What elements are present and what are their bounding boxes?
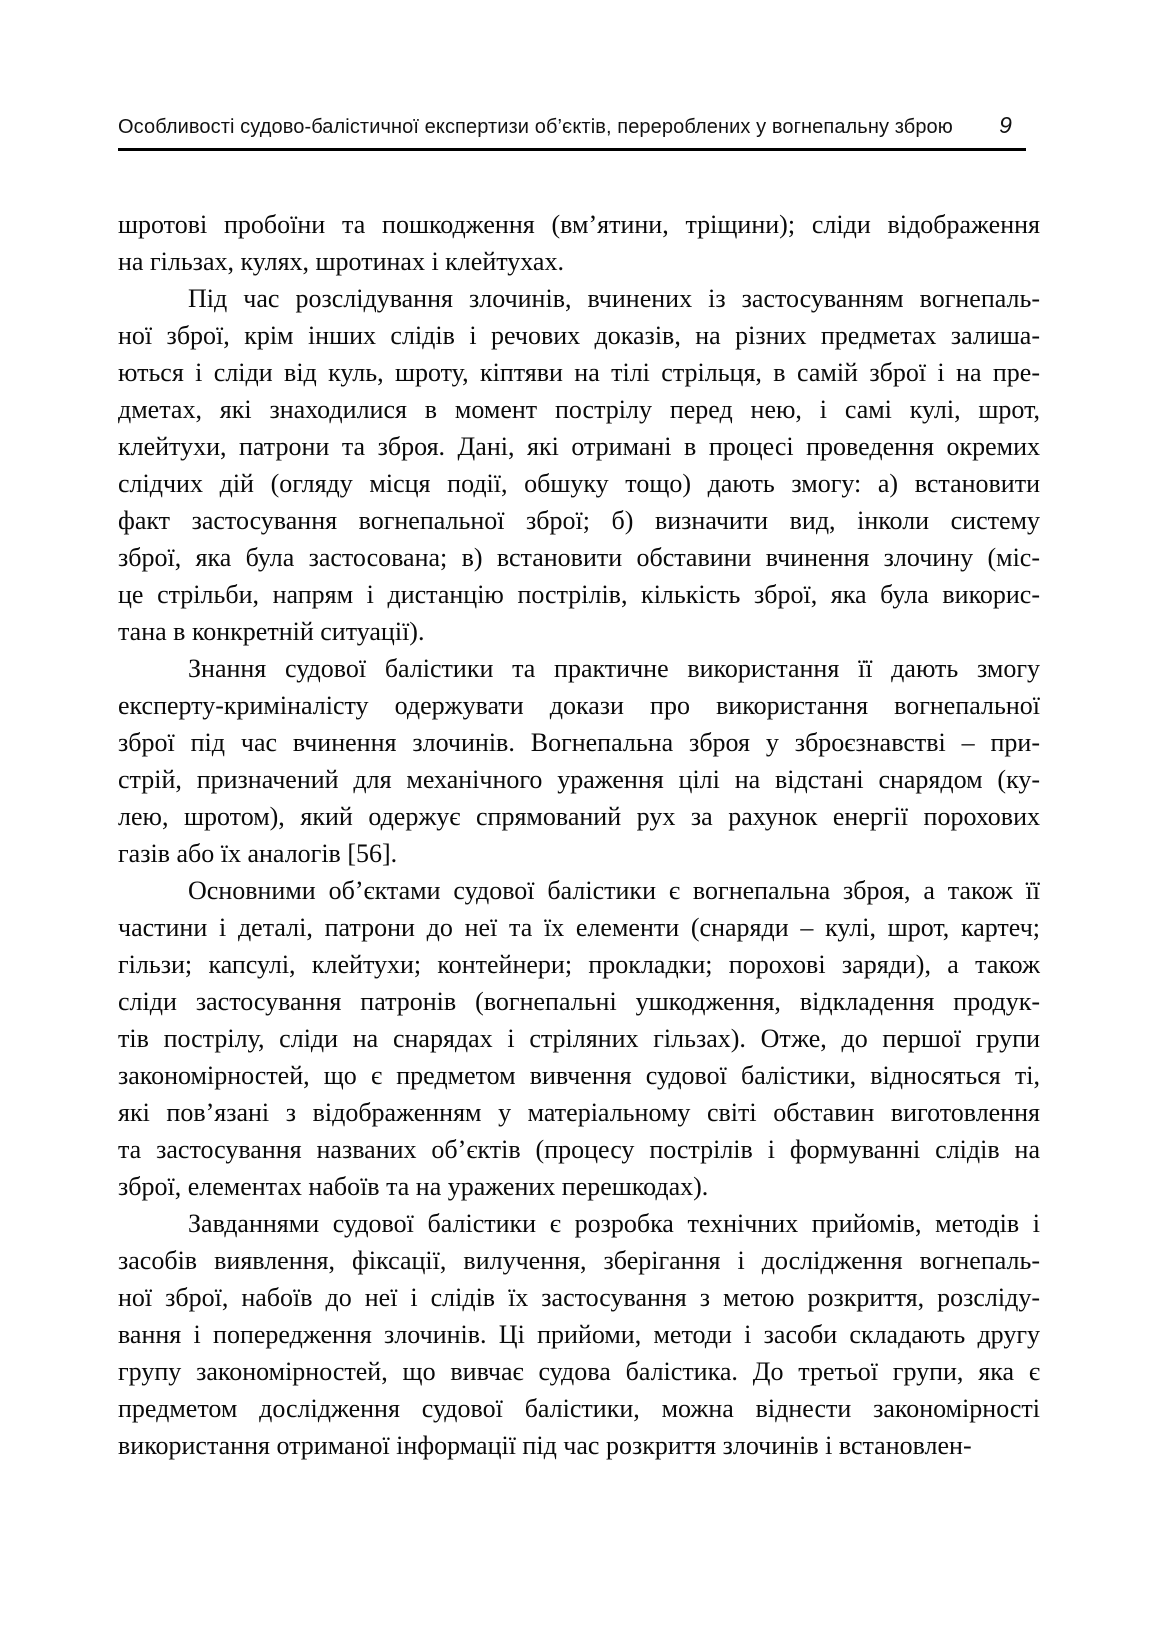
text-line: ної зброї, набоїв до неї і слідів їх застосування з метою розкриття, розсліду-: [118, 1283, 1040, 1312]
text-line: частини і деталі, патрони до неї та їх елементи (снаряди – кулі, шрот, картеч;: [118, 913, 1040, 942]
text-line: засобів виявлення, фіксації, вилучення, зберігання і дослідження вогнепаль-: [118, 1246, 1040, 1275]
text-line: на гільзах, кулях, шротинах і клейтухах.: [118, 247, 564, 276]
text-line: тів пострілу, сліди на снарядах і стріляних гільзах). Отже, до першої групи: [118, 1024, 1040, 1053]
text-line: Основними об’єктами судової балістики є вогнепальна зброя, а також її: [188, 876, 1040, 905]
text-line: лею, шротом), який одержує спрямований рух за рахунок енергії порохових: [118, 802, 1040, 831]
text-line: групу закономірностей, що вивчає судова балістика. До третьої групи, яка є: [118, 1357, 1040, 1386]
text-line: предметом дослідження судової балістики, можна віднести закономірності: [118, 1394, 1040, 1423]
text-line: дметах, які знаходилися в момент пострілу перед нею, і самі кулі, шрот,: [118, 395, 1040, 424]
text-line: стрій, призначений для механічного ураження цілі на відстані снарядом (ку-: [118, 765, 1040, 794]
text-line: тана в конкретній ситуації).: [118, 617, 425, 646]
running-header-title: Особливості судово-балістичної експертизи об’єктів, перероблених у вогнепальну зброю: [118, 116, 953, 138]
text-line: зброї під час вчинення злочинів. Вогнепальна зброя у зброєзнавстві – при-: [118, 728, 1040, 757]
page-number: 9: [999, 112, 1012, 138]
text-line: газів або їх аналогів [56].: [118, 839, 398, 868]
text-line: зброї, яка була застосована; в) встановити обставини вчинення злочину (міс-: [118, 543, 1040, 572]
paragraph: [118, 1205, 1040, 1464]
text-line: сліди застосування патронів (вогнепальні ушкодження, відкладення продук-: [118, 987, 1040, 1016]
text-line: Знання судової балістики та практичне використання її дають змогу: [188, 654, 1040, 683]
page-body: [118, 206, 1040, 1464]
text-line: Завданнями судової балістики є розробка технічних прийомів, методів і: [188, 1209, 1040, 1238]
text-line: шротові пробоїни та пошкодження (вм’ятини, тріщини); сліди відображення: [118, 210, 1040, 239]
text-line: які пов’язані з відображенням у матеріальному світі обставин виготовлення: [118, 1098, 1040, 1127]
text-line: вання і попередження злочинів. Ці прийоми, методи і засоби складають другу: [118, 1320, 1040, 1349]
text-line: це стрільби, напрям і дистанцію пострілів, кількість зброї, яка була викорис-: [118, 580, 1040, 609]
paragraph: [118, 280, 1040, 650]
paragraph: [118, 206, 1040, 280]
text-line: ної зброї, крім інших слідів і речових доказів, на різних предметах залиша-: [118, 321, 1040, 350]
text-line: використання отриманої інформації під час розкриття злочинів і встановлен-: [118, 1431, 972, 1460]
text-line: гільзи; капсулі, клейтухи; контейнери; прокладки; порохові заряди), а також: [118, 950, 1040, 979]
text-line: закономірностей, що є предметом вивчення судової балістики, відносяться ті,: [118, 1061, 1040, 1090]
text-line: експерту-криміналісту одержувати докази про використання вогнепальної: [118, 691, 1040, 720]
text-line: ються і сліди від куль, шроту, кіптяви на тілі стрільця, в самій зброї і на пре-: [118, 358, 1040, 387]
paragraph: [118, 650, 1040, 872]
running-header: [118, 112, 1026, 151]
text-line: слідчих дій (огляду місця події, обшуку тощо) дають змогу: а) встановити: [118, 469, 1040, 498]
text-line: клейтухи, патрони та зброя. Дані, які отримані в процесі проведення окремих: [118, 432, 1040, 461]
text-line: факт застосування вогнепальної зброї; б) визначити вид, інколи систему: [118, 506, 1040, 535]
paragraph: [118, 872, 1040, 1205]
text-line: та застосування названих об’єктів (процесу пострілів і формуванні слідів на: [118, 1135, 1040, 1164]
text-line: зброї, елементах набоїв та на уражених перешкодах).: [118, 1172, 709, 1201]
text-line: Під час розслідування злочинів, вчинених із застосуванням вогнепаль-: [188, 284, 1040, 313]
